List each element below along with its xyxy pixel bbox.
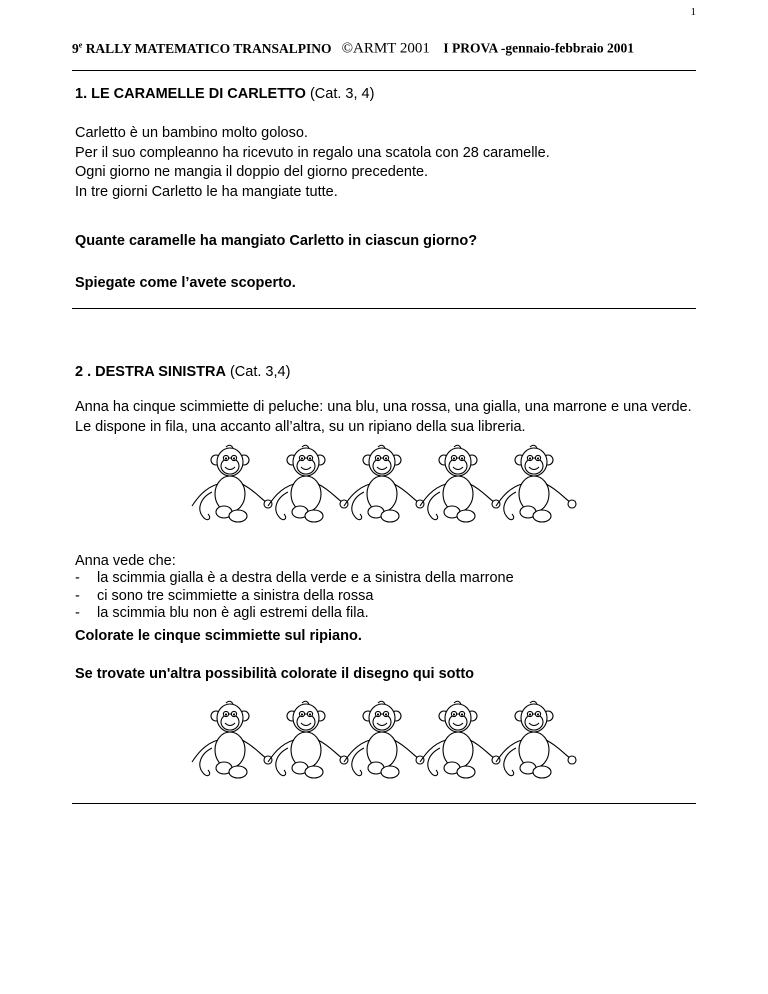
- monkeys-drawing: [180, 696, 580, 784]
- problem1-category: (Cat. 3, 4): [309, 86, 375, 102]
- monkey-figure: [268, 445, 348, 522]
- problem2-title-line: [75, 364, 290, 380]
- observation-item: - ci sono tre scimmiette a sinistra della rossa: [75, 588, 514, 606]
- problem1-line: In tre giorni Carletto le ha mangiate tutte.: [75, 183, 338, 200]
- problem2-task: Colorate le cinque scimmiette sul ripiano.: [75, 628, 362, 644]
- problem2-observation-intro: Anna vede che:: [75, 553, 176, 569]
- monkey-figure: [420, 701, 500, 778]
- problem1-title: 1. LE CARAMELLE DI CARLETTO: [75, 86, 306, 102]
- problem2-alternative: Se trovate un'altra possibilità colorate il disegno qui sotto: [75, 666, 475, 682]
- monkey-figure: [496, 445, 576, 522]
- bottom-divider: [72, 803, 696, 804]
- header-ordinal-sup: e: [78, 40, 83, 49]
- monkey-figure: [344, 445, 424, 522]
- monkey-row-illustration-alternative: [180, 696, 580, 784]
- problem2-intro: Anna ha cinque scimmiette di peluche: una blu, una rossa, una gialla, una marrone e una verde. Le dispone in fila, una accanto all’altra, su un ripiano della sua libreria.: [75, 399, 692, 435]
- problem1-text: [75, 124, 695, 202]
- monkey-figure: [420, 445, 500, 522]
- monkey-figure: [268, 701, 348, 778]
- header-ordinal: 9: [72, 40, 79, 56]
- monkey-figure: [192, 701, 272, 778]
- problem1-line: Per il suo compleanno ha ricevuto in regalo una scatola con 28 caramelle.: [75, 144, 550, 161]
- document-header: [72, 40, 696, 58]
- monkey-figure: [192, 445, 272, 522]
- monkey-figure: [344, 701, 424, 778]
- monkey-row-illustration: [180, 440, 580, 528]
- problem2-category: (Cat. 3,4): [229, 364, 291, 380]
- header-copyright: ©ARMT 2001: [341, 40, 430, 57]
- page-number: 1: [690, 6, 696, 18]
- problem1-line: Ogni giorno ne mangia il doppio del giorno precedente.: [75, 164, 429, 180]
- header-rally: RALLY MATEMATICO TRANSALPINO: [85, 40, 332, 56]
- observation-item: - la scimmia blu non è agli estremi della fila.: [75, 605, 514, 623]
- header-trial: I PROVA -gennaio-febbraio 2001: [443, 40, 634, 56]
- problem2-observation-list: [75, 570, 514, 623]
- problem1-title-line: [75, 86, 374, 102]
- header-divider: [72, 70, 696, 71]
- problem1-line: Carletto è un bambino molto goloso.: [75, 125, 308, 141]
- observation-item: - la scimmia gialla è a destra della verde e a sinistra della marrone: [75, 570, 514, 588]
- problem-divider: [72, 308, 696, 309]
- problem2-title: 2 . DESTRA SINISTRA: [75, 364, 226, 380]
- problem1-question: Quante caramelle ha mangiato Carletto in ciascun giorno?: [75, 233, 478, 249]
- problem1-instruction: Spiegate come l’avete scoperto.: [75, 275, 296, 291]
- monkey-figure: [496, 701, 576, 778]
- monkeys-drawing: [180, 440, 580, 528]
